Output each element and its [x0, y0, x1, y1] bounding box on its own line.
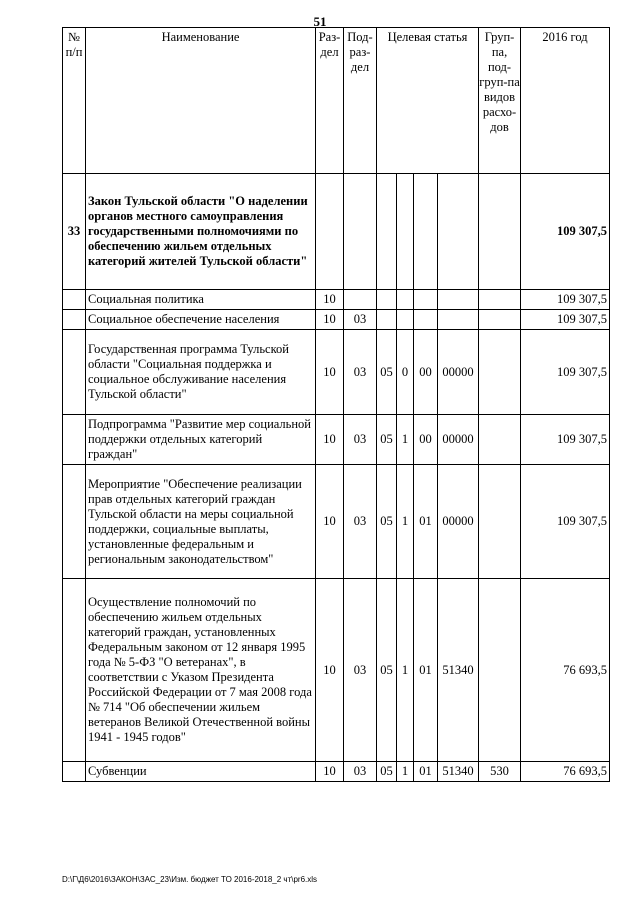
row-name: Осуществление полномочий по обеспечению жильем отдельных категорий граждан, установленных Федеральным законом от 12 января 1995 года № 5-ФЗ "О ветеранах", в соответствии с Указом Президента Российской Федерации от 7 мая 2008 года № 714 "Об обеспечении жильем ветеранов Великой Отечественной войны 1941 - 1945 годов"	[86, 579, 316, 762]
row-num: 33	[63, 174, 86, 290]
row-expense-group	[479, 465, 521, 579]
row-expense-group	[479, 290, 521, 310]
row-target-1: 05	[377, 415, 397, 465]
row-podrazdel	[344, 174, 377, 290]
row-sum: 109 307,5	[521, 465, 610, 579]
row-num	[63, 310, 86, 330]
row-podrazdel: 03	[344, 310, 377, 330]
row-target-1	[377, 290, 397, 310]
row-target-1: 05	[377, 465, 397, 579]
row-target-4	[438, 290, 479, 310]
row-sum: 109 307,5	[521, 174, 610, 290]
header-razdel: Раз-дел	[316, 28, 344, 174]
row-podrazdel: 03	[344, 415, 377, 465]
row-target-4: 00000	[438, 465, 479, 579]
row-razdel: 10	[316, 579, 344, 762]
row-razdel: 10	[316, 290, 344, 310]
row-podrazdel: 03	[344, 762, 377, 782]
row-target-2	[397, 310, 414, 330]
header-name: Наименование	[86, 28, 316, 174]
row-name: Субвенции	[86, 762, 316, 782]
row-num	[63, 290, 86, 310]
row-name: Мероприятие "Обеспечение реализации прав отдельных категорий граждан Тульской области на меры социальной поддержки, социальные выплаты, установленные федеральным и региональным законодательством"	[86, 465, 316, 579]
table-row	[63, 290, 610, 310]
row-target-2: 1	[397, 762, 414, 782]
row-target-4: 00000	[438, 415, 479, 465]
row-target-2: 1	[397, 415, 414, 465]
row-target-2: 1	[397, 465, 414, 579]
row-podrazdel: 03	[344, 579, 377, 762]
table-row	[63, 762, 610, 782]
row-expense-group	[479, 174, 521, 290]
row-name: Подпрограмма "Развитие мер социальной поддержки отдельных категорий граждан"	[86, 415, 316, 465]
row-num	[63, 762, 86, 782]
header-row	[63, 28, 610, 174]
row-expense-group: 530	[479, 762, 521, 782]
row-expense-group	[479, 579, 521, 762]
row-target-2: 1	[397, 579, 414, 762]
row-name: Государственная программа Тульской области "Социальная поддержка и социальное обслуживание населения Тульской области"	[86, 330, 316, 415]
row-target-4: 51340	[438, 579, 479, 762]
row-target-1: 05	[377, 762, 397, 782]
table-row	[63, 330, 610, 415]
row-expense-group	[479, 330, 521, 415]
row-target-3: 00	[414, 330, 438, 415]
table-row	[63, 579, 610, 762]
row-target-3: 01	[414, 465, 438, 579]
row-razdel: 10	[316, 762, 344, 782]
table-row	[63, 310, 610, 330]
row-target-3	[414, 310, 438, 330]
row-expense-group	[479, 415, 521, 465]
budget-table	[62, 27, 610, 782]
row-num	[63, 465, 86, 579]
row-razdel: 10	[316, 465, 344, 579]
header-podrazdel: Под-раз-дел	[344, 28, 377, 174]
row-target-2: 0	[397, 330, 414, 415]
row-name: Закон Тульской области "О наделении органов местного самоуправления государственными полномочиями по обеспечению жильем отдельных категорий жителей Тульской области"	[86, 174, 316, 290]
table-row	[63, 174, 610, 290]
row-target-4: 51340	[438, 762, 479, 782]
table-row	[63, 465, 610, 579]
row-razdel	[316, 174, 344, 290]
row-target-3	[414, 290, 438, 310]
row-target-4	[438, 310, 479, 330]
row-target-3	[414, 174, 438, 290]
row-target-4	[438, 174, 479, 290]
header-num: № п/п	[63, 28, 86, 174]
row-target-2	[397, 290, 414, 310]
row-target-1: 05	[377, 330, 397, 415]
row-num	[63, 415, 86, 465]
row-num	[63, 330, 86, 415]
row-sum: 109 307,5	[521, 310, 610, 330]
page-number: 51	[313, 14, 327, 29]
row-razdel: 10	[316, 415, 344, 465]
row-target-2	[397, 174, 414, 290]
header-expense-group: Груп-па, под-груп-па видов расхо-дов	[479, 28, 521, 174]
row-target-3: 01	[414, 762, 438, 782]
row-target-1	[377, 310, 397, 330]
row-name: Социальная политика	[86, 290, 316, 310]
row-sum: 109 307,5	[521, 290, 610, 310]
row-sum: 76 693,5	[521, 579, 610, 762]
row-razdel: 10	[316, 330, 344, 415]
row-target-3: 01	[414, 579, 438, 762]
row-sum: 76 693,5	[521, 762, 610, 782]
row-podrazdel	[344, 290, 377, 310]
row-sum: 109 307,5	[521, 415, 610, 465]
header-target-article: Целевая статья	[377, 28, 479, 174]
row-target-4: 00000	[438, 330, 479, 415]
row-podrazdel: 03	[344, 465, 377, 579]
row-target-3: 00	[414, 415, 438, 465]
row-target-1: 05	[377, 579, 397, 762]
header-year: 2016 год	[521, 28, 610, 174]
row-expense-group	[479, 310, 521, 330]
file-path-footer: D:\Г\Д6\2016\ЗАКОН\ЗАС_23\Изм. бюджет ТО 2016-2018_2 чт\pr6.xls	[62, 875, 318, 884]
row-name: Социальное обеспечение населения	[86, 310, 316, 330]
row-podrazdel: 03	[344, 330, 377, 415]
row-num	[63, 579, 86, 762]
row-sum: 109 307,5	[521, 330, 610, 415]
row-razdel: 10	[316, 310, 344, 330]
table-row	[63, 415, 610, 465]
row-target-1	[377, 174, 397, 290]
